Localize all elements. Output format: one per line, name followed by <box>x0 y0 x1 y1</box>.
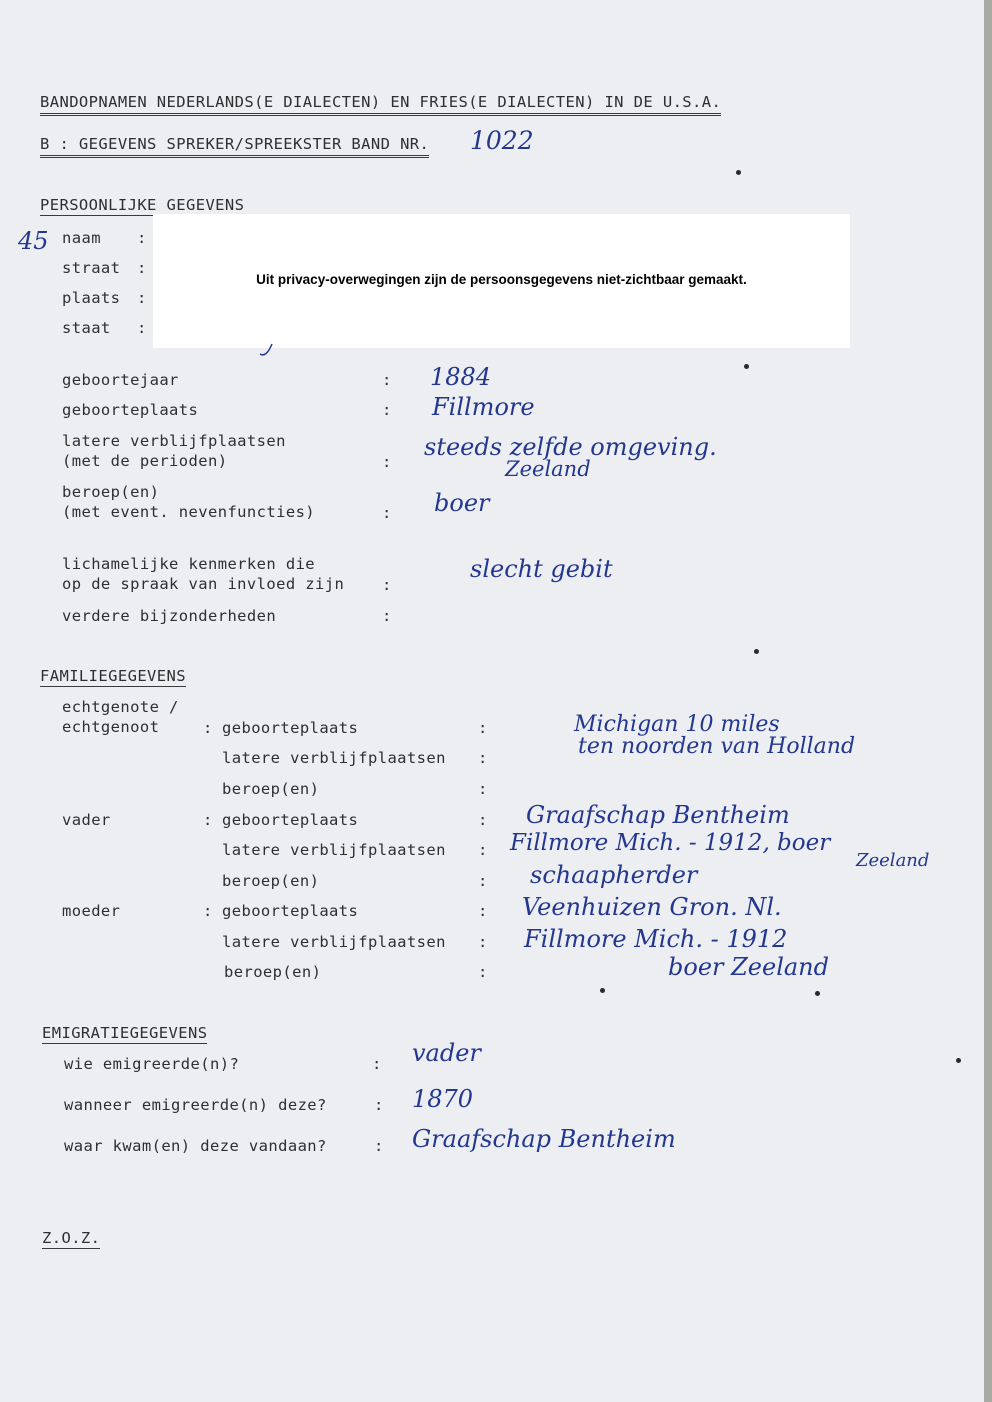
father-sub-residence: latere verblijfplaatsen <box>222 841 446 859</box>
spouse-sep-birthplace: : <box>478 719 488 737</box>
zoz-label: Z.O.Z. <box>42 1229 101 1247</box>
document-title: BANDOPNAMEN NEDERLANDS(E DIALECTEN) EN FRIES(E DIALECTEN) IN DE U.S.A. <box>40 92 721 116</box>
scan-speck <box>815 991 820 996</box>
privacy-redaction-box <box>153 214 850 348</box>
scan-speck <box>600 988 605 993</box>
spouse-sub-residence: latere verblijfplaatsen <box>222 749 446 767</box>
spouse-birthplace-value-line2: ten noorden van Holland <box>578 734 856 759</box>
label-physical: lichamelijke kenmerken die op de spraak van invloed zijn <box>62 555 345 593</box>
band-number: 1022 <box>470 126 534 155</box>
label-father: vader <box>62 811 111 829</box>
label-when-emigrated: wanneer emigreerde(n) deze? <box>64 1096 327 1114</box>
scan-speck <box>744 364 749 369</box>
sep-father: : <box>203 811 213 829</box>
occupation-value: boer <box>434 489 490 517</box>
father-sub-occupation: beroep(en) <box>222 872 320 890</box>
margin-number: 45 <box>18 227 49 255</box>
spouse-sub-occupation: beroep(en) <box>222 780 320 798</box>
father-residence-value: Fillmore Mich. - 1912, boer <box>510 830 831 856</box>
label-later-residence: latere verblijfplaatsen (met de perioden) <box>62 432 286 470</box>
scan-speck <box>754 649 759 654</box>
label-further: verdere bijzonderheden <box>62 607 277 625</box>
father-sub-birthplace: geboorteplaats <box>222 811 359 829</box>
sep-physical: : <box>382 576 392 594</box>
father-sep-residence: : <box>478 841 488 859</box>
section-heading-personal: PERSOONLIJKE GEGEVENS <box>40 196 245 214</box>
who-emigrated-value: vader <box>412 1039 481 1067</box>
father-birthplace-value: Graafschap Bentheim <box>526 801 790 829</box>
sep-birth-place: : <box>382 401 392 419</box>
sep-where-from: : <box>374 1137 384 1155</box>
father-occupation-value: schaapherder <box>530 861 698 889</box>
ink-stroke-residue <box>258 340 278 360</box>
later-residence-extra: Zeeland <box>505 457 591 481</box>
scan-speck <box>956 1058 961 1063</box>
when-emigrated-value: 1870 <box>412 1085 474 1113</box>
mother-sep-occupation: : <box>478 963 488 981</box>
label-where-from: waar kwam(en) deze vandaan? <box>64 1137 327 1155</box>
mother-sep-birthplace: : <box>478 902 488 920</box>
mother-residence-value: Fillmore Mich. - 1912 <box>524 925 788 953</box>
mother-sep-residence: : <box>478 933 488 951</box>
sep-spouse: : <box>203 719 213 737</box>
field-sep-staat: : <box>137 319 147 337</box>
father-residence-extra: Zeeland <box>856 850 930 871</box>
later-residence-value: steeds zelfde omgeving. <box>424 433 717 461</box>
privacy-notice: Uit privacy-overwegingen zijn de persoonsgegevens niet-zichtbaar gemaakt. <box>256 272 747 287</box>
label-occupation: beroep(en) (met event. nevenfuncties) <box>62 483 316 521</box>
label-spouse: echtgenote / echtgenoot <box>62 698 179 736</box>
father-sep-birthplace: : <box>478 811 488 829</box>
field-label-plaats: plaats <box>62 289 121 307</box>
mother-residence-extra: boer Zeeland <box>668 953 830 981</box>
spouse-sep-occupation: : <box>478 780 488 798</box>
mother-sub-occupation: beroep(en) <box>224 963 322 981</box>
father-sep-occupation: : <box>478 872 488 890</box>
field-label-naam: naam <box>62 229 101 247</box>
section-heading-emigration: EMIGRATIEGEGEVENS <box>42 1024 208 1042</box>
sep-mother: : <box>203 902 213 920</box>
spouse-sub-birthplace: geboorteplaats <box>222 719 359 737</box>
field-sep-naam: : <box>137 229 147 247</box>
sep-birth-year: : <box>382 371 392 389</box>
section-heading-family: FAMILIEGEGEVENS <box>40 667 186 685</box>
document-subtitle: B : GEGEVENS SPREKER/SPREEKSTER BAND NR. <box>40 134 429 158</box>
sep-further: : <box>382 607 392 625</box>
birth-year-value: 1884 <box>430 363 492 391</box>
field-sep-plaats: : <box>137 289 147 307</box>
field-label-staat: staat <box>62 319 111 337</box>
where-from-value: Graafschap Bentheim <box>412 1125 676 1153</box>
label-mother: moeder <box>62 902 121 920</box>
sep-later-residence: : <box>382 453 392 471</box>
sep-when-emigrated: : <box>374 1096 384 1114</box>
physical-value: slecht gebit <box>470 555 613 583</box>
sep-who-emigrated: : <box>372 1055 382 1073</box>
mother-sub-residence: latere verblijfplaatsen <box>222 933 446 951</box>
spouse-birthplace-value: Michigan 10 miles <box>574 712 780 737</box>
mother-birthplace-value: Veenhuizen Gron. Nl. <box>522 893 782 921</box>
label-birth-place: geboorteplaats <box>62 401 199 419</box>
label-birth-year: geboortejaar <box>62 371 179 389</box>
sep-occupation: : <box>382 504 392 522</box>
field-sep-straat: : <box>137 259 147 277</box>
scan-edge <box>984 0 992 1402</box>
scan-speck <box>736 170 741 175</box>
birth-place-value: Fillmore <box>432 393 535 421</box>
spouse-sep-residence: : <box>478 749 488 767</box>
label-who-emigrated: wie emigreerde(n)? <box>64 1055 240 1073</box>
mother-sub-birthplace: geboorteplaats <box>222 902 359 920</box>
field-label-straat: straat <box>62 259 121 277</box>
